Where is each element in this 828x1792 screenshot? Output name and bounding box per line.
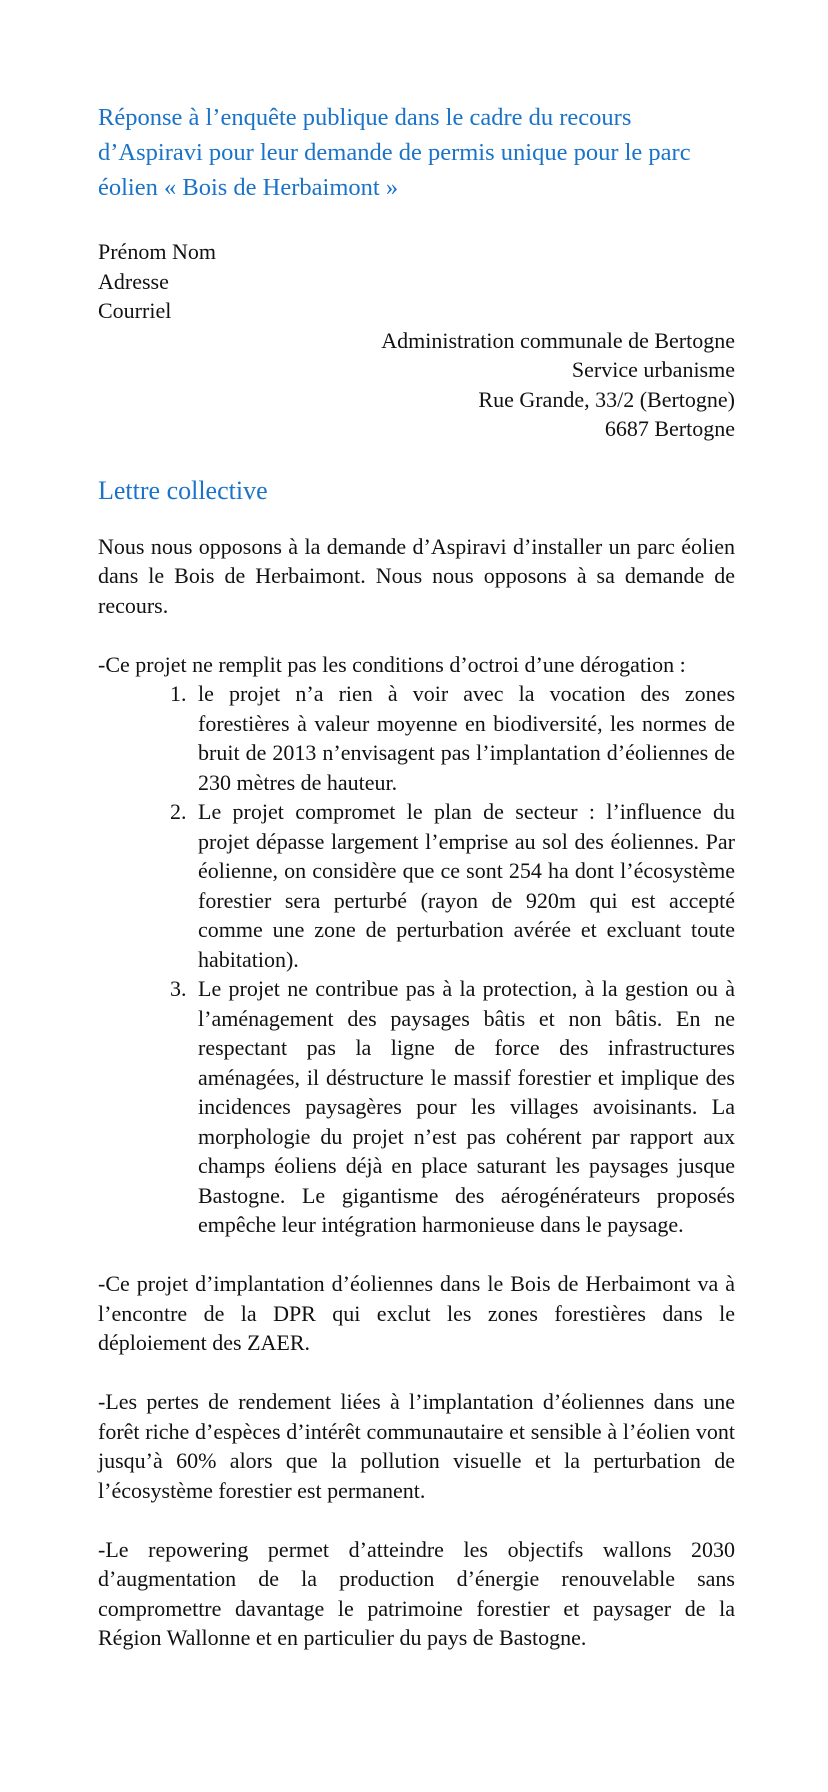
section-heading: Lettre collective — [98, 475, 268, 505]
list-item-text: Le projet compromet le plan de secteur : l’influence du projet dépasse largement l’emprise au sol des éoliennes. Par éolienne, on considère que ce sont 254 ha dont l’écosystème forestier sera perturbé (rayon de 920m qui est accepté comme une zone de perturbation avérée et excluant toute habitation). — [198, 799, 735, 972]
recipient-block — [98, 326, 735, 444]
list-item-number: 2. — [170, 799, 187, 824]
sender-name: Prénom Nom — [98, 239, 216, 264]
sender-address: Adresse — [98, 268, 169, 294]
list-item — [170, 797, 735, 974]
list-item — [170, 679, 735, 797]
dpr-paragraph: -Ce projet d’implantation d’éoliennes dans le Bois de Herbaimont va à l’encontre de la DPR qui exclut les zones forestières dans le déploiement des ZAER. — [98, 1271, 735, 1355]
list-item-text: Le projet ne contribue pas à la protection, à la gestion ou à l’aménagement des paysages bâtis et non bâtis. En ne respectant pas la ligne de force des infrastructures aménagées, il déstructure le massif forestier et implique des incidences paysagères pour les villages avoisinants. La morphologie du projet n’est pas cohérent par rapport aux champs éoliens déjà en place saturant les paysages jusque Bastogne. Le gigantisme des aérogénérateurs proposés empêche leur intégration harmonieuse dans le paysage. — [198, 976, 735, 1237]
letter-page — [98, 100, 735, 1682]
list-item-number: 3. — [170, 976, 187, 1001]
intro-paragraph: Nous nous opposons à la demande d’Aspiravi d’installer un parc éolien dans le Bois de Herbaimont. Nous nous opposons à sa demande de recours. — [98, 533, 735, 618]
conditions-list — [98, 679, 735, 1240]
recipient-line-1: Administration communale de Bertogne — [381, 327, 735, 353]
list-item — [170, 974, 735, 1240]
list-item-number: 1. — [170, 681, 187, 706]
document-title: Réponse à l’enquête publique dans le cadre du recours d’Aspiravi pour leur demande de permis unique pour le parc éolien « Bois de Herbaimont » — [98, 104, 691, 201]
rendement-paragraph: -Les pertes de rendement liées à l’implantation d’éoliennes dans une forêt riche d’espèces d’intérêt communautaire et sensible à l’éolien vont jusqu’à 60% alors que la pollution visuelle et la perturbation de l’écosystème forestier est permanent. — [98, 1389, 735, 1503]
repowering-paragraph: -Le repowering permet d’atteindre les objectifs wallons 2030 d’augmentation de la production d’énergie renouvelable sans compromettre davantage le patrimoine forestier et paysager de la Région Wallonne et en particulier du pays de Bastogne. — [98, 1536, 735, 1650]
sender-block — [98, 237, 735, 326]
recipient-line-2: Service urbanisme — [571, 357, 735, 382]
sender-email: Courriel — [98, 298, 172, 323]
list-item-text: le projet n’a rien à voir avec la vocation des zones forestières à valeur moyenne en biodiversité, les normes de bruit de 2013 n’envisagent pas l’implantation d’éoliennes de 230 mètres de hauteur. — [198, 681, 735, 795]
recipient-line-3: Rue Grande, 33/2 (Bertogne) — [478, 386, 735, 412]
recipient-line-4: 6687 Bertogne — [604, 416, 735, 441]
derogation-lead-paragraph: -Ce projet ne remplit pas les conditions d’octroi d’une dérogation : — [98, 651, 686, 677]
